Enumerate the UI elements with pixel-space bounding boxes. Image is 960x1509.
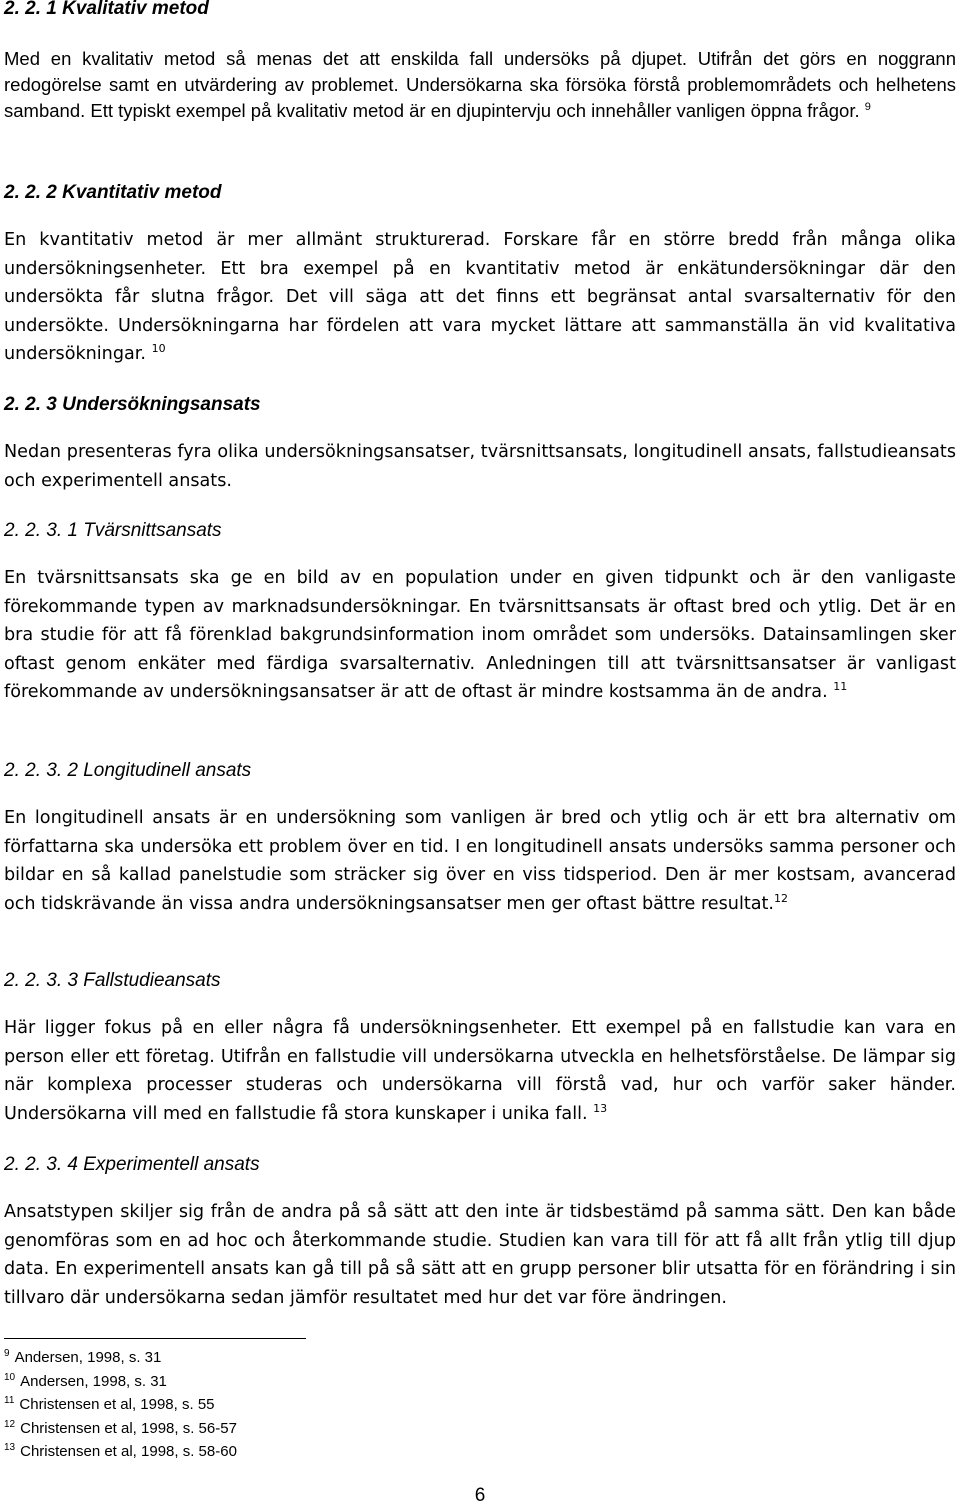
section-heading-fallstudieansats: 2. 2. 3. 3 Fallstudieansats: [4, 970, 221, 991]
footnote-ref: 9: [864, 100, 871, 113]
section-heading-experimentell: 2. 2. 3. 4 Experimentell ansats: [4, 1154, 260, 1175]
footnote-ref: 13: [593, 1101, 608, 1115]
section-paragraph-experimentell: Ansatstypen skiljer sig från de andra på så sätt att den inte är tidsbestämd på samma sätt. Den kan både genomföras som en ad hoc och återkommande studie. Studien kan vara till för att få allt från ytlig till djup data. En experimentell ansats kan gå till på så sätt att en grupp personer blir utsatta för en förändring i sin tillvaro där undersökarna sedan jämför resultatet med hur det var före ändringen.: [4, 1202, 956, 1308]
section-heading-kvantitativ: 2. 2. 2 Kvantitativ metod: [4, 182, 222, 203]
footnote-number: 11: [4, 1395, 15, 1407]
section-heading-kvalitativ: 2. 2. 1 Kvalitativ metod: [4, 0, 209, 19]
footnote-text: Christensen et al, 1998, s. 56-57: [20, 1419, 237, 1437]
footnote-text: Andersen, 1998, s. 31: [14, 1349, 162, 1366]
section-paragraph-undersokningsansats: Nedan presenteras fyra olika undersökningsansatser, tvärsnittsansats, longitudinell ansats, fallstudieansats och experimentell ansats.: [4, 442, 956, 491]
footnote-ref: 10: [151, 342, 166, 356]
footnote-number: 9: [4, 1348, 10, 1359]
footnote-list: [4, 1346, 237, 1464]
footnote-item: [4, 1346, 237, 1370]
section-heading-tvarsnittsansats: 2. 2. 3. 1 Tvärsnittsansats: [4, 520, 222, 541]
section-paragraph-fallstudieansats: Här ligger fokus på en eller några få undersökningsenheter. Ett exempel på en fallstudie kan vara en person eller ett företag. Utifrån en fallstudie vill undersökarna utveckla en helhetsförståelse. De lämpar sig när komplexa processer studeras och undersökarna vill förstå vad, hur och varför saker händer. Undersökarna vill med en fallstudie få stora kunskaper i unika fall. $^{13}$: [4, 1018, 956, 1124]
footnote-text: Christensen et al, 1998, s. 55: [19, 1396, 215, 1414]
section-paragraph-kvalitativ: Med en kvalitativ metod så menas det att enskilda fall undersöks på djupet. Utifrån det görs en noggrann redogörelse samt en utvärdering av problemet. Undersökarna ska försöka förstå problemområdets och helhetens samband. Ett typiskt exempel på kvalitativ metod är en djupintervju och innehåller vanligen öppna frågor. $^9$: [4, 48, 956, 121]
footnote-ref: 11: [833, 680, 848, 694]
footnote-number: 13: [4, 1442, 16, 1454]
footnote-text: Christensen et al, 1998, s. 58-60: [20, 1443, 237, 1461]
section-paragraph-kvantitativ: En kvantitativ metod är mer allmänt strukturerad. Forskare får en större bredd från många olika undersökningsenheter. Ett bra exempel på en kvantitativ metod är enkätundersökningar där den undersökta får slutna frågor. Det vill säga att det finns ett begränsat antal svarsalternativ för den undersökte. Undersökningarna har fördelen att vara mycket lättare att sammanställa än vid kvalitativa undersökningar. $^{10}$: [4, 230, 956, 365]
footnote-number: 12: [4, 1418, 16, 1430]
footnote-item: [4, 1417, 237, 1441]
section-paragraph-longitudinell: En longitudinell ansats är en undersökning som vanligen är bred och ytlig och är ett bra alternativ om författarna ska undersöka ett problem över en tid. I en longitudinell ansats undersöks samma personer och bildar en så kallad panelstudie som sträcker sig över en viss tidsperiod. Den är mer kostsam, avancerad och tidskrävande än vissa andra undersökningsansatser men ger oftast bättre resultat.$^{12}$: [4, 808, 956, 914]
section-paragraph-tvarsnittsansats: En tvärsnittsansats ska ge en bild av en population under en given tidpunkt och är den vanligaste förekommande typen av marknadsundersökningar. En tvärsnittsansats är oftast bred och ytlig. Det är en bra studie för att få förenklad bakgrundsinformation inom området som undersöks. Datainsamlingen sker oftast genom enkäter med färdiga svarsalternativ. Anledningen till att tvärsnittsansatser är vanligast förekommande av undersökningsansatser är att de oftast är mindre kostsamma än de andra. $^{11}$: [4, 568, 956, 703]
page-number: 6: [474, 1485, 486, 1506]
footnote-item: [4, 1440, 237, 1464]
footnote-text: Andersen, 1998, s. 31: [20, 1372, 167, 1390]
footnote-number: 10: [4, 1371, 16, 1383]
footnote-item: [4, 1393, 237, 1417]
footnote-ref: 12: [774, 891, 789, 905]
footnote-divider: [4, 1338, 306, 1339]
section-heading-longitudinell: 2. 2. 3. 2 Longitudinell ansats: [4, 760, 252, 781]
footnote-item: [4, 1370, 237, 1394]
section-heading-undersokningsansats: 2. 2. 3 Undersökningsansats: [4, 394, 261, 415]
